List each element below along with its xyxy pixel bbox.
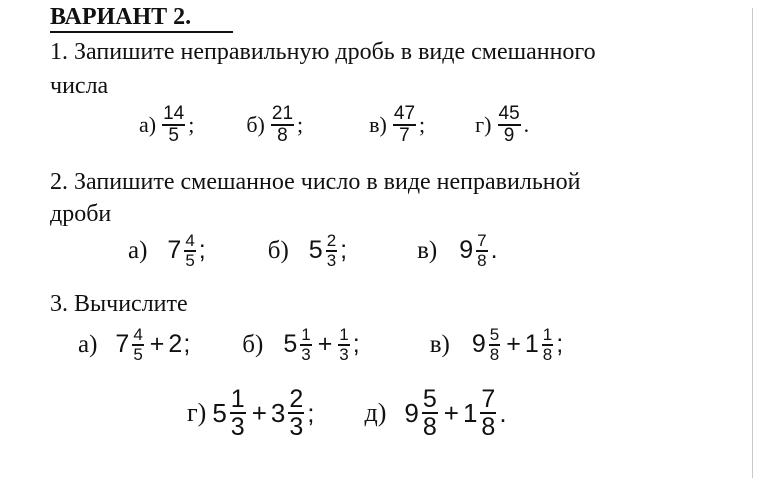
task3-row1 (78, 326, 563, 364)
plus-sign: + (149, 330, 165, 359)
punctuation: ; (198, 236, 206, 265)
fraction (300, 326, 311, 364)
denominator: 3 (301, 344, 311, 364)
whole-part: 9 (459, 236, 474, 265)
task1-item-a (139, 104, 194, 146)
item-label: г) (475, 111, 492, 137)
item-label: б) (242, 330, 264, 358)
fraction (132, 326, 143, 364)
whole-part: 9 (471, 330, 486, 359)
whole-part: 7 (167, 236, 182, 265)
numerator: 5 (422, 385, 437, 413)
fraction (162, 104, 185, 146)
fraction (326, 232, 337, 270)
numerator: 5 (489, 325, 500, 344)
plus-sign: + (506, 330, 521, 359)
denominator: 8 (477, 250, 487, 270)
punctuation: ; (307, 397, 315, 428)
task3-item-c (430, 326, 563, 364)
fraction (480, 386, 496, 441)
numerator: 45 (498, 103, 520, 124)
denominator: 8 (489, 344, 500, 364)
fraction (489, 326, 500, 364)
item-label: б) (246, 111, 265, 137)
denominator: 8 (277, 124, 288, 146)
task2-item-a (128, 232, 206, 270)
denominator: 9 (503, 124, 515, 146)
task3-item-d (187, 386, 315, 441)
task3-item-e (365, 386, 507, 441)
denominator: 3 (326, 250, 337, 270)
task2-item-c (417, 232, 497, 270)
whole-part: 1 (524, 330, 539, 359)
denominator: 5 (168, 124, 179, 146)
denominator: 8 (481, 413, 496, 442)
task2-item-b (268, 232, 347, 270)
numerator: 7 (481, 385, 496, 413)
title-underline (50, 31, 233, 33)
task3-item-a (78, 326, 190, 364)
task3-row2 (187, 386, 507, 441)
punctuation: ; (297, 111, 304, 137)
punctuation: ; (419, 111, 426, 137)
denominator: 8 (542, 344, 553, 364)
punctuation: ; (556, 330, 564, 359)
whole-part: 5 (308, 236, 323, 265)
denominator: 3 (230, 413, 245, 442)
numerator: 2 (326, 231, 337, 250)
punctuation: . (523, 111, 530, 137)
numerator: 2 (289, 385, 304, 413)
item-label: в) (417, 236, 438, 264)
denominator: 7 (399, 124, 410, 146)
numerator: 1 (230, 385, 245, 413)
denominator: 5 (133, 344, 143, 364)
task1-items (139, 104, 529, 146)
denominator: 3 (339, 344, 349, 364)
fraction (184, 232, 195, 270)
punctuation: ; (188, 111, 195, 137)
fraction (230, 386, 246, 441)
punctuation: ; (340, 236, 348, 265)
task2-items (128, 232, 498, 270)
whole-part: 5 (283, 330, 298, 359)
whole-part: 9 (404, 397, 419, 428)
item-label: г) (187, 398, 207, 428)
denominator: 3 (289, 413, 304, 442)
plus-sign: + (443, 397, 459, 428)
page-edge (752, 8, 753, 478)
whole-number: 2 (168, 330, 183, 359)
item-label: б) (267, 236, 289, 264)
task3-item-b (242, 326, 359, 364)
item-label: а) (128, 236, 148, 264)
plus-sign: + (317, 330, 333, 359)
fraction (498, 104, 521, 146)
item-label: д) (364, 398, 387, 428)
task1-item-b (246, 104, 303, 146)
page-title: ВАРИАНТ 2. (50, 4, 192, 30)
task1-text-line1: 1. Запишите неправильную дробь в виде смешанного (50, 39, 596, 65)
item-label: в) (369, 111, 387, 137)
numerator: 4 (185, 231, 195, 250)
fraction (338, 326, 349, 364)
task2-text-line1: 2. Запишите смешанное число в виде неправильной (50, 169, 581, 195)
task2-text-line2: дроби (50, 201, 112, 227)
punctuation: . (499, 397, 507, 428)
numerator: 1 (542, 325, 553, 344)
fraction (393, 104, 416, 146)
numerator: 1 (301, 325, 311, 344)
item-label: в) (429, 330, 450, 358)
item-label: а) (139, 111, 157, 137)
task3-title: 3. Вычислите (50, 291, 188, 317)
whole-part: 3 (270, 397, 286, 428)
numerator: 4 (133, 325, 143, 344)
fraction (542, 326, 553, 364)
task1-item-c (369, 104, 425, 146)
fraction (271, 104, 294, 146)
whole-part: 7 (115, 330, 130, 359)
task1-item-d (475, 104, 529, 146)
whole-part: 1 (462, 397, 478, 428)
punctuation: . (490, 236, 498, 265)
fraction (288, 386, 304, 441)
punctuation: ; (352, 330, 360, 359)
denominator: 8 (422, 413, 437, 442)
punctuation: ; (183, 330, 191, 359)
numerator: 1 (339, 325, 349, 344)
numerator: 14 (163, 103, 185, 124)
task1-text-line2: числа (50, 73, 109, 99)
fraction (476, 232, 487, 270)
fraction (422, 386, 438, 441)
denominator: 5 (185, 250, 195, 270)
item-label: а) (78, 330, 98, 358)
plus-sign: + (251, 397, 267, 428)
numerator: 21 (271, 103, 294, 124)
numerator: 7 (477, 231, 487, 250)
whole-part: 5 (212, 397, 227, 428)
numerator: 47 (393, 103, 416, 124)
